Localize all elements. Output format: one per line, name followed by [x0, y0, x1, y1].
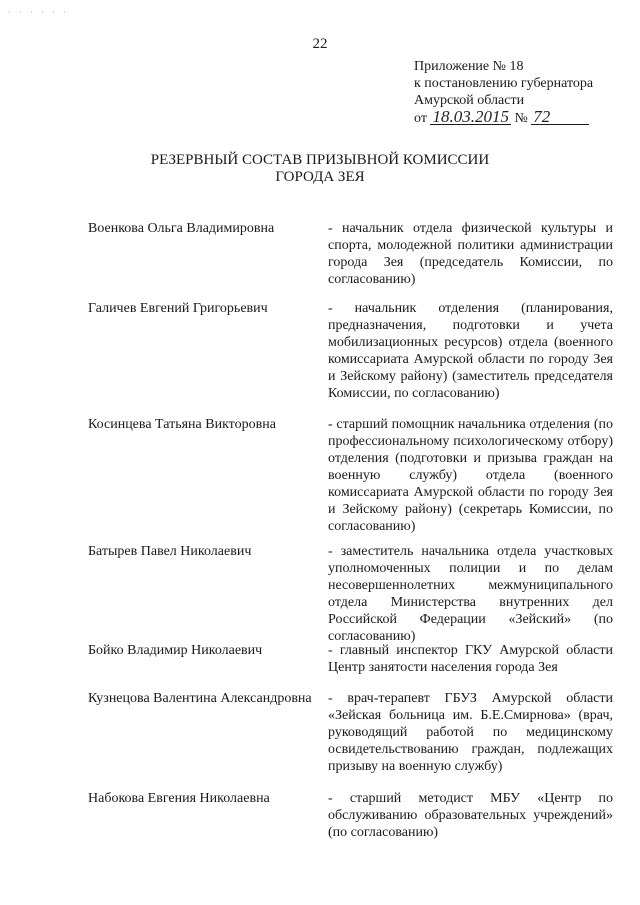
member-name: Кузнецова Валентина Александровна	[88, 691, 312, 706]
member-name: Батырев Павел Николаевич	[88, 544, 252, 559]
member-role: - врач-терапевт ГБУЗ Амурской области «Зейская больница им. Б.Е.Смирнова» (врач, руководящий работой по медицинскому освидетельствованию граждан, подлежащих призыву на военную службу)	[328, 691, 613, 774]
number-label: №	[514, 111, 528, 126]
handwritten-date: 18.03.2015	[432, 107, 509, 126]
page-number: 22	[312, 36, 328, 52]
annex-date-line	[414, 109, 624, 127]
handwritten-number: 72	[531, 109, 589, 125]
member-name: Галичев Евгений Григорьевич	[88, 301, 268, 316]
member-role: - главный инспектор ГКУ Амурской области Центр занятости населения города Зея	[328, 643, 613, 675]
annex-region: Амурской области	[414, 93, 525, 108]
member-name: Бойко Владимир Николаевич	[88, 643, 263, 658]
annex-decree-ref: к постановлению губернатора	[414, 76, 594, 91]
member-role: - заместитель начальника отдела участковых уполномоченных полиции и по делам несовершеннолетних межмуниципального отдела Министерства внутренних дел Российской Федерации «Зейский» (по согласованию)	[328, 544, 613, 644]
member-role: - начальник отделения (планирования, предназначения, подготовки и учета мобилизационных ресурсов) отдела (военного комиссариата Амурской области по городу Зея и Зейскому району) (заместитель председателя Комиссии, по согласованию)	[328, 301, 613, 401]
member-name: Косинцева Татьяна Викторовна	[88, 417, 276, 432]
annex-block	[414, 58, 624, 127]
member-role: - старший помощник начальника отделения (по профессиональному психологическому отбору) отделения (подготовки и призыва граждан на военную службу) отдела (военного комиссариата Амурской области по городу Зея и Зейскому району) (секретарь Комиссии, по согласованию)	[328, 417, 613, 534]
date-prefix: от	[414, 111, 427, 126]
member-role: - старший методист МБУ «Центр по обслуживанию образовательных учреждений» (по согласованию)	[328, 791, 613, 840]
member-role: - начальник отдела физической культуры и спорта, молодежной политики администрации города Зея (председатель Комиссии, по согласованию)	[328, 221, 613, 287]
member-name: Набокова Евгения Николаевна	[88, 791, 270, 806]
scan-artifact: · · · · · ·	[8, 8, 69, 17]
title-line-2: ГОРОДА ЗЕЯ	[275, 169, 365, 185]
member-name: Военкова Ольга Владимировна	[88, 221, 275, 236]
document-title	[0, 152, 640, 186]
title-line-1: РЕЗЕРВНЫЙ СОСТАВ ПРИЗЫВНОЙ КОМИССИИ	[150, 152, 490, 168]
annex-title: Приложение № 18	[414, 59, 524, 74]
